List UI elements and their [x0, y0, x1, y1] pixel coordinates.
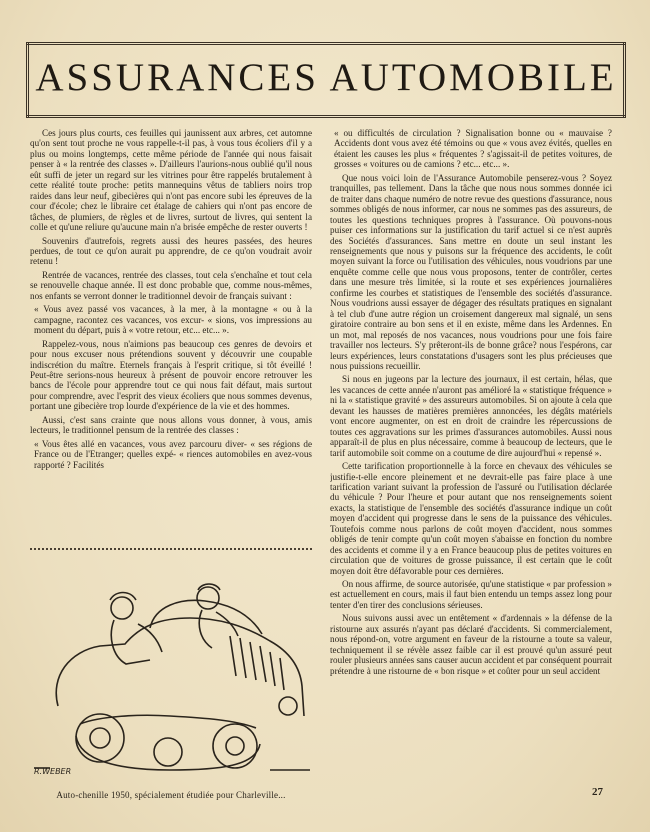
page-number: 27: [592, 786, 603, 798]
paragraph: On nous affirme, de source autorisée, qu'une statistique « par profession » est actuellement en cours, mais il faut bien entendu un temps assez long pour tenter d'en tirer des conclusions sérieuses.: [330, 579, 612, 610]
page-title: ASSURANCES AUTOMOBILE: [35, 56, 617, 99]
illustrator-signature: R.WEBER: [34, 767, 72, 776]
quoted-paragraph: « Vous êtes allé en vacances, vous avez parcouru diver- « ses régions de France ou de l'Etranger; quelles expé- « riences automobiles en avez-vous rapporté ? Facilités: [34, 438, 312, 470]
paragraph: Si nous en jugeons par la lecture des journaux, il est certain, hélas, que les vacances de cette année n'auront pas amélioré la « statistique fréquence » ni la « statistique gravité » des assureurs automobiles. Si on ajoute à cela que devant les hausses de matières premières annoncées, les dégâts matériels vont encore augmenter, on est en droit de craindre les répercussions de toutes ces aggravations sur les primes d'assurances automobiles. Aussi nous apparaît-il de plus en plus nécessaire, comme à beaucoup de lecteurs, que le tarif automobile soit comme on a coutume de dire aujourd'hui « repensé ».: [330, 374, 612, 458]
illustration-caption: Auto-chenille 1950, spécialement étudiée pour Charleville...: [56, 790, 286, 800]
quoted-paragraph: « ou difficultés de circulation ? Signalisation bonne ou « mauvaise ? Accidents dont vous avez été témoins ou que « vous avez évités, quelles en étaient les causes les plus « fréquentes ? s'agissait-il de petites voitures, de grosses « voitures ou de camions ? etc... etc... ».: [334, 128, 612, 170]
paragraph: Rappelez-vous, nous n'aimions pas beaucoup ces genres de devoirs et pour nous excuser nous prétendions souvent y découvrir une coupable indiscrétion du maître. Eternels français à l'esprit critique, si tôt éveillé ! Peut-être serions-nous heureux à présent de pouvoir encore retrouver les bancs de l'école pour apprendre tout ce qui nous fait défaut, mais surtout pour comprendre, avec l'esprit des vieux écoliers que nous sommes devenus, portant une gibecière trop lourde d'expérience de la vie et des hommes.: [30, 338, 312, 412]
paragraph: Souvenirs d'autrefois, regrets aussi des heures passées, des heures perdues, de tout ce qu'on aurait pu apprendre, de ce qu'on voudrait avoir retenu !: [30, 235, 312, 267]
right-column: [330, 128, 612, 788]
paragraph: Nous suivons aussi avec un entêtement « d'ardennais » la défense de la ristourne aux assurés n'ayant pas déclaré d'accidents. Si commercialement, nous répond-on, votre argument en faveur de la ristourne a toute sa valeur, techniquement il se révèle assez faible car il est prouvé qu'un assuré peut rouler plusieurs années sans causer aucun accident et par conséquent pourrait prétendre à une ristourne de « bon risque » et coûter pour un seul accident: [330, 613, 612, 676]
paragraph: Cette tarification proportionnelle à la force en chevaux des véhicules se justifie-t-elle encore pleinement et ne devrait-elle pas faire place à une tarification variant suivant la profession de l'assuré ou l'utilisation déclarée du véhicule ? Pour l'heure et pour autant que nos renseignements soient exacts, la statistique de l'ensemble des sociétés d'assurance indique un coût moyen d'accident qui progresse dans le sens de la puissance des véhicules. Toutefois comme nous parlons de coût moyen d'accident, nous sommes obligés de tenir compte qu'un coût moyen s'abaisse en fonction du nombre des accidents et comme il y a en France beaucoup plus de petites voitures en circulation que de voitures de grosse puissance, il est certain que le coût moyen doit être défavorable pour ces dernières.: [330, 461, 612, 576]
paragraph: Que nous voici loin de l'Assurance Automobile penserez-vous ? Soyez tranquilles, pas tellement. Dans la tâche que nous nous sommes donnée ici de traiter dans chaque numéro de notre revue des questions d'assurance, nous sommes obligés de nous informer, car nous ne sommes pas des assureurs, de toutes les questions techniques propres à l'assurance. Où pouvons-nous puiser ces informations sur la justification du tarif actuel si ce n'est auprès des Sociétés d'assurances. Sans mettre en doute un seul instant les renseignements que nous y puisons sur la fréquence des accidents, le coût moyen suivant la force ou l'utilisation des véhicules, nous voudrions par une enquête comme celle que nous vous proposons, tenter de contrôler, certes dans une mesure très limitée, si la route et ses expériences journalières confirme les courbes et statistiques de l'ensemble des sociétés d'assurance. Nous voudrions aussi essayer de dégager des résultats pratiques en signalant à tel club d'une autre région un croisement dangereux mal signalé, un sens giratoire contraire au bon sens et il en existe, même dans les Ardennes. En un mot, mal reposés de nos vacances, nous voudrions pour une fois faire travailler nos lecteurs. S'y prêteront-ils de bonne grâce? nous l'espérons, car leurs expériences, leurs constatations d'usagers sont les plus précieuses que nous puissions recueillir.: [330, 172, 612, 371]
paragraph: Rentrée de vacances, rentrée des classes, tout cela s'enchaîne et tout cela se renouvelle chaque année. Il est donc probable que, comme nous-mêmes, nos enfants se verront donner le traditionnel devoir de français suivant :: [30, 269, 312, 301]
quoted-paragraph: « Vous avez passé vos vacances, à la mer, à la montagne « ou à la campagne, racontez ces vacances, vos excur- « sions, vos impressions au moment du départ, puis à « votre retour, etc... etc... ».: [34, 304, 312, 336]
dotted-divider: [30, 548, 312, 550]
title-frame: [26, 42, 626, 118]
cartoon-illustration: [30, 556, 312, 778]
paragraph: Ces jours plus courts, ces feuilles qui jaunissent aux arbres, cet automne qu'on sent tout proche ne vous rappelle-t-il pas, à vous tous écoliers d'il y a plus ou moins longtemps, cette même période de l'année qui nous faisait penser à « la rentrée des classes ». D'ailleurs l'aurions-nous oublié qu'il nous eût suffi de jeter un regard sur les vitrines pour être rappelés brutalement à cette réalité toute proche: petits mannequins vêtus de tabliers noirs trop raides dans leur neuf, gibecières qui n'ont pas encore subi les épreuves de la cour d'école; chez le libraire cet étalage de cahiers qui n'ont pas encore de tâches, de plumiers, de règles et de livres, surtout de livres, qui sentent la colle et qu'une reliure qu'aucune main n'a brisée empêche de rester ouverts !: [30, 128, 312, 233]
left-column: [30, 128, 312, 544]
paragraph: Aussi, c'est sans crainte que nous allons vous donner, à vous, amis lecteurs, le traditionnel pensum de la rentrée des classes :: [30, 414, 312, 436]
